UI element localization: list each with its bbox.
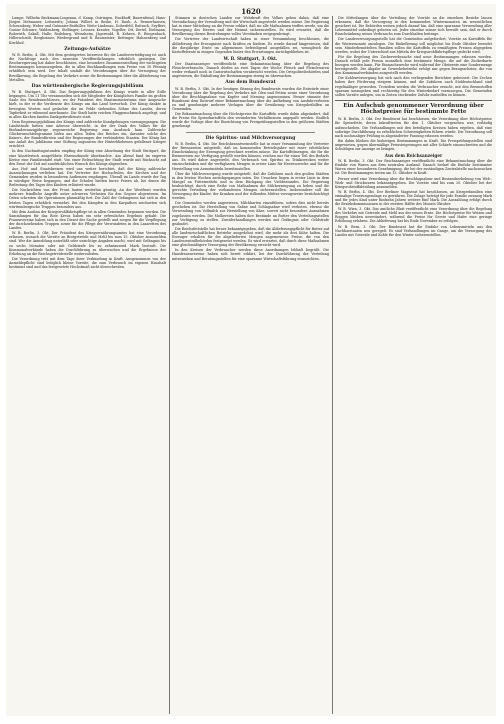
article-paragraph: W. B. Bern, 3. Okt. Der Bundesrat hat die Einfuhr von Lebensmitteln aus den Nachbarstaaten neu geregelt. Es sind Verhandlungen im Gange, um die Versorgung des Landes mit Getreide und Kohle für den Winter sicherzustellen. <box>335 224 492 237</box>
page-number: 1620 <box>241 7 261 16</box>
article-heading: Aus dem Bundesrat <box>225 80 276 86</box>
article-paragraph: Mit dem Ausbau der Kriegswohlfahrtspflege ist in allen Gemeinden begonnen worden. Die Sammlungen für das Rote Kreuz haben ein sehr erfreuliches Ergebnis gehabt. Die Frauenvereine haben sich in den Dienst der Sache gestellt und sorgen für die Verpflegung der durchziehenden Truppen sowie für die Pflege der Verwundeten in den Lazaretten des Landes. <box>9 209 166 231</box>
article-paragraph: Die Mitteilungen über die Verteilung der Vorräte an die einzelnen Bezirke lassen erkennen, daß die Versorgung in den kommenden Wintermonaten im wesentlichen gesichert ist. Die Behörden weisen jedoch darauf hin, daß eine sparsame Verwendung aller Lebensmittel unbedingt geboten sei. Jeder einzelne müsse sich bewußt sein, daß er durch Einschränkung seines Verbrauchs zum Durchhalten beitrage. <box>335 16 492 37</box>
article-heading: Ein Aufschub genommener Verordnung über Höchstpreise für bestimmte Fette <box>335 100 492 116</box>
article-paragraph: Die Gemeinden werden angewiesen, Milchkarten einzuführen, sofern dies nicht bereits geschehen ist. Die Herstellung von Sahne und Schlagsahne wird verboten, ebenso die Verwendung von Vollmilch zur Herstellung von Käse, soweit nicht besondere Ausnahmen zugelassen werden. Die Molkereien haben ihre Bestände an Butter den Verteilungsstellen zur Verfügung zu stellen. Zuwiderhandlungen werden mit Gefängnis oder Geldstrafe geahndet. <box>172 201 329 226</box>
article-paragraph: Für die Regelung des Zuckerverbrauchs sind neue Bestimmungen erlassen worden. Danach erhält jede Person monatlich eine bestimmte Menge, die auf die Zuckerkarte bezogen werden kann. Für Einmachzwecke wird während der Obsternte eine Sondermenge bereitgestellt. Die Abgabe an Gewerbebetriebe erfolgt nur gegen Bezugsscheine, die von den Kommunalverbänden ausgestellt werden. <box>335 54 492 76</box>
article-paragraph: Die Bekanntmachung über die Höchstpreise für Kartoffeln wurde dahin abgeändert, daß die Preise für Speisekartoffeln den veränderten Verhältnissen angepaßt werden. Endlich wurde die Vorlage über die Einrichtung von Preisprüfungsstellen in den größeren Städten genehmigt. <box>172 112 329 129</box>
article-paragraph: W. B. Berlin, 4. Okt. Der Berliner Magistrat hat beschlossen, an Kriegerfamilien eine einmalige Teuerungszulage zu gewähren. Die Zulage beträgt für jede Familie zwanzig Mark und für jedes Kind unter fünfzehn Jahren weitere fünf Mark. Die Auszahlung erfolgt durch die Bezirkskommissionen in der zweiten Hälfte des Monats Oktober. <box>335 189 492 207</box>
article-paragraph: Die Vertreter der Landwirtschaft haben in einer Versammlung beschlossen, die Ablieferung der Erzeugnisse nach Kräften zu fördern. Es wurde darauf hingewiesen, daß die diesjährige Ernte im allgemeinen befriedigend ausgefallen sei, wenngleich die Kartoffelernte in einigen Gegenden hinter den Erwartungen zurückgeblieben ist. <box>172 37 329 54</box>
article-paragraph: Lampe, Wilhelm Beckmann-Lingenau, d. Kamp, Ostringen, Huckhoff; Bauernfeind, Hans-Jürgen Mehmauer, Leitmeritz; Johann Willert in Beske, H. Rauh, A. Rennerhausen, Scheumberg, Weber und Gutmaier-Reithiller, Weite-Lindenau, Doberfeld, Reitzsch, Seyffert; Gustav Schwarz, Waldenberg, Stellinger; Lessner, Krauter, Vogeller, Ott, Dertel, Dielmann, Ruhwirth, Sakall, Halle; Rodeburg, Weinsheim, Jägerwald, R. Kehren, R. Rüegenbach, Hillerscheidt, Bergheimer, Wiedergrund und R. Baumeister; Rettinger, Hahnenberg und Kirchhof. <box>9 16 166 45</box>
article-paragraph: Dem Regierungsjubiläum des Königs sind zahlreiche Kundgebungen vorausgegangen. Die Landstände hatten eine Adresse überreicht, in der der Dank des Volkes für die fünfundzwanzigjährige segensreiche Regierung zum Ausdruck kam. Zahlreiche Glückwunschtelegramme liefen aus allen Teilen des Reiches ein, darunter solche des Kaisers, der Bundesfürsten und der Regierungen der verbündeten Staaten. Der König hat aus Anlaß des Jubiläums eine Stiftung zugunsten der Hinterbliebenen gefallener Krieger errichtet. <box>9 119 166 149</box>
column-1 <box>9 16 166 714</box>
article-paragraph: Der Staatsanzeiger veröffentlicht eine Bekanntmachung über die Regelung des Fleischverbrauchs. Danach dürfen an zwei Tagen der Woche Fleisch und Fleischwaren weder verkauft noch in Gastwirtschaften verabreicht werden. Die Ortspolizeibehörden sind angewiesen, die Einhaltung der Bestimmungen streng zu überwachen. <box>172 61 329 79</box>
article-paragraph: Über die Milchversorgung wurde mitgeteilt, daß die Zufuhren nach den großen Städten in den letzten Wochen zurückgegangen seien. Die Ursachen liegen in erster Linie in dem Mangel an Futtermitteln und in dem Rückgang des Viehbestandes. Die Regierung beabsichtigt, durch eine Reihe von Maßnahmen die Milcherzeugung zu heben und die gerechte Verteilung der vorhandenen Mengen sicherzustellen. Insbesondere soll die Versorgung der Kinder, der Kranken und der stillenden Mütter vorzugsweise berücksichtigt werden. <box>172 171 329 201</box>
article-paragraph: W. B. Berlin, 3. Okt. In der heutigen Sitzung des Bundesrats wurden die Entwürfe einer Verordnung über die Regelung des Verkehrs mit Ölen und Fetten sowie einer Verordnung über die Beschlagnahme von Kupfer und Messing angenommen. Ferner stimmte der Bundesrat dem Entwurf einer Bekanntmachung über die Aufhebung von Ausfuhrverboten zu und genehmigte mehrere Vorlagen über die Gewährung von Kriegsbeihilfen an Gemeinden. <box>172 86 329 112</box>
article-paragraph: Ferner wird eine Verordnung über die Beschlagnahme und Bestandserhebung von Web-, Wirk- und Strickwaren bekanntgegeben. Die Vorräte sind bis zum 20. Oktober bei der Kriegsrohstoffabteilung anzumelden. <box>335 176 492 189</box>
article-paragraph: Die Kohlenversorgung hat sich nach den vorliegenden Berichten gebessert. Die Zechen haben ihre Förderung steigern können, und die Zufuhren nach Süddeutschland sind regelmäßiger geworden. Trotzdem werden die Verbraucher ersucht, mit den Brennstoffen sparsam umzugehen und rechtzeitig für den Winterbedarf vorzusorgen. Die Gemeinden sollen Vorräte anlegen, um in Zeiten stockender Zufuhr aushelfen zu können. <box>335 76 492 97</box>
article-paragraph: Die Verordnung tritt mit dem Tage ihrer Verkündung in Kraft. Ausgenommen von der Anmeldepflicht sind lediglich kleine Vorräte, die zum Verbrauch im eigenen Haushalt bestimmt sind und das festgesetzte Höchstmaß nicht überschreiten. <box>9 256 166 269</box>
article-paragraph: Stimmen in deutschen Landen zur Wehrkraft des Volkes gehen dahin, daß eine Vereinfachung der Verwaltung und der Wirtschaft angestrebt werden müsse. Die Regierung hat in einer Mitteilung an die Presse erklärt, daß sie alle Maßnahmen treffen werde, um die Versorgung des Heeres und der Heimat sicherzustellen. Es wird erwartet, daß die Bevölkerung diesen Bestrebungen volles Verständnis entgegenbringt. <box>172 16 329 37</box>
article-paragraph: W. B. Berlin, 3. Okt. Der Bundesrat hat beschlossen, die Verordnung über Höchstpreise für Speisefette, deren Inkrafttreten für den 1. Oktober vorgesehen war, vorläufig aufzuschieben. Die Verhandlungen mit den beteiligten Kreisen haben ergeben, daß eine sofortige Durchführung zu erheblichen Schwierigkeiten führen würde. Die Verordnung soll nach nochmaliger Prüfung in abgeänderter Fassung erlassen werden. <box>335 117 492 138</box>
article-paragraph: Bis dahin bleiben die bisherigen Bestimmungen in Kraft. Die Preisprüfungsstellen sind angewiesen, gegen übermäßige Preissteigerungen mit aller Schärfe einzuschreiten und die Schuldigen zur Anzeige zu bringen. <box>335 138 492 152</box>
article-paragraph: W. B. Stuttgart, 4. Okt. Das Regierungsjubiläum des Königs wurde in aller Stille begangen. Um 11 Uhr versammelten sich die Mitglieder der Königlichen Familie im großen Saale des Residenzschlosses, wo der Präsident des Staatsministeriums eine Ansprache hielt, in der er die Verdienste des Königs um das Land hervorhob. Der König dankte in bewegten Worten und gedachte der im Felde stehenden Söhne des Landes, deren Tapferkeit er rühmend anerkannte. Die Stadt hatte reichen Flaggenschmuck angelegt, und in allen Kirchen fanden Dankgottesdienste statt. <box>9 90 166 119</box>
column-rule <box>169 16 170 714</box>
article-paragraph: In den Kreisen der Verbraucher werden diese Anordnungen lebhaft begrüßt. Die Hausfrauenvereine haben sich bereit erklärt, bei der Durchführung der Verteilung mitzuwirken und Beratungsstellen für eine sparsame Wirtschaftsführung einzurichten. <box>172 248 329 261</box>
newspaper-page <box>6 4 496 716</box>
article-heading: Das württembergische Regierungsjubiläum <box>31 83 144 89</box>
section-divider <box>186 132 315 133</box>
column-3 <box>335 16 492 714</box>
article-paragraph: W. B. Berlin, 4. Okt. Mit dem gesteigerten Interesse für die Landesverteidigung ist auch die Nachfrage nach den neuesten Veröffentlichungen erheblich gestiegen. Die Reichsregierung hat daher beschlossen, eine besondere Zusammenstellung der wichtigsten Bestimmungen herauszugeben, die in allen Buchhandlungen zum Preise von 30 Pfennig erhältlich sein wird. Der Inhalt umfaßt die Verordnungen über die Versorgung der Bevölkerung, die Regelung des Verkehrs sowie die Bestimmungen über die Ablieferung von Metallen. <box>9 53 166 82</box>
column-rule <box>332 16 333 714</box>
article-paragraph: Die Landesversorgungsstelle hat die Gemeinden aufgefordert, Vorräte an Kartoffeln für die Wintermonate anzulegen. Die Einkellerung soll möglichst bis Ende Oktober beendet sein. Minderbemittelten Familien sollen die Kartoffeln zu ermäßigten Preisen abgegeben werden, wobei der Unterschied aus Mitteln der Kriegswohlfahrtspflege gedeckt wird. <box>335 37 492 54</box>
article-heading: Zeitungs-Aufsätze <box>64 46 111 52</box>
article-paragraph: Aus Hof- und Staatskreisen wird uns weiter berichtet, daß der König zahlreiche Auszeichnungen verliehen hat. Die Vertreter der Hochschulen, der Kirchen und der Gemeinden wurden in besonderen Audienzen empfangen. Überall im Lande wurde der Tag in würdiger Weise begangen, und die Schulen hielten kurze Feiern ab, bei denen die Bedeutung des Tages den Kindern erläutert wurde. <box>9 166 166 188</box>
column-2 <box>172 16 329 714</box>
article-heading: Die Spiritus- und Milchversorgung <box>205 135 296 141</box>
article-heading: W. B. Stuttgart, 3. Okt. <box>223 55 278 61</box>
article-paragraph: W. B. Berlin, 4. Okt. Die Reichsbranntweinstelle hat in einer Versammlung der Vertreter der Brennereien mitgeteilt, daß im kommenden Betriebsjahre mit einer erheblichen Einschränkung der Erzeugung gerechnet werden müsse. Die Kartoffelmengen, die für die Brennereien zur Verfügung gestellt werden können, reichen nur für einen Teil des Bedarfs aus. Es wird daher angestrebt, den Verbrauch von Spiritus zu Trinkzwecken weiter einzuschränken und die verfügbaren Mengen in erster Linie für Heereszwecke und für die Herstellung von Arzneimitteln bereitzustellen. <box>172 141 329 171</box>
article-paragraph: W. B. Wien, 3. Okt. Das amtliche Blatt veröffentlicht eine Verordnung über die Regelung des Verkehrs mit Getreide und Mehl aus der neuen Ernte. Die Höchstpreise für Weizen und Roggen bleiben unverändert, während die Preise für Gerste und Hafer eine geringe Erhöhung erfahren. Die Ablieferung hat bis Ende November zu erfolgen. <box>335 207 492 224</box>
article-paragraph: W. B. Berlin, 3. Okt. Der Präsident des Kriegsernährungsamtes hat eine Verordnung erlassen, wonach die Vorräte an Brotgetreide und Mehl bis zum 15. Oktober anzumelden sind. Wer die Anmeldung unterläßt oder unrichtige Angaben macht, wird mit Gefängnis bis zu sechs Monaten oder mit Geldstrafe bis zu zehntausend Mark bestraft. Die Kommunalverbände haben die Durchführung zu überwachen und die Ergebnisse der Erhebung an die Reichsgetreidestelle weiterzuleiten. <box>9 231 166 256</box>
article-paragraph: Die Nachrichten von der Front lauten weiterhin günstig. An der Westfront wurden mehrere feindliche Angriffe unter schweren Verlusten für den Gegner abgewiesen. Im Osten schreiten die Operationen planmäßig fort. Die Zahl der Gefangenen hat sich in den letzten Tagen erheblich vermehrt. Bei den Kämpfen in den Karpathen zeichneten sich württembergische Truppen besonders aus. <box>9 188 166 209</box>
article-paragraph: In den Nachmittagsstunden empfing der König eine Abordnung der Stadt Stuttgart, die eine künstlerisch ausgeführte Ehrenurkunde überbrachte. Am Abend fand im engeren Kreise eine Familientafel statt. Von einer Beleuchtung der Stadt wurde mit Rücksicht auf den Ernst der Zeit auf ausdrücklichen Wunsch des Königs abgesehen. <box>9 149 166 166</box>
article-paragraph: W. B. Berlin, 3. Okt. Der Reichsanzeiger veröffentlicht eine Bekanntmachung über die Einfuhr von Waren aus dem neutralen Ausland. Danach bedarf die Einfuhr bestimmter Waren einer besonderen Genehmigung, die bei der zuständigen Zentralstelle nachzusuchen ist. Die Bestimmungen treten am 15. Oktober in Kraft. <box>335 159 492 176</box>
article-heading: Aus dem Reichsanzeiger <box>384 153 443 159</box>
article-paragraph: Die Reichsfettstelle hat ferner bekanntgegeben, daß die Ablieferungspflicht für Butter auf alle landwirtschaftlichen Betriebe ausgedehnt wird, die mehr als drei Kühe halten. Die Erzeuger erhalten für die abgelieferten Mengen angemessene Preise, die von den Landeszentralbehörden festgesetzt werden. Es wird erwartet, daß durch diese Maßnahmen eine gleichmäßigere Versorgung der Bevölkerung erreicht wird. <box>172 226 329 248</box>
